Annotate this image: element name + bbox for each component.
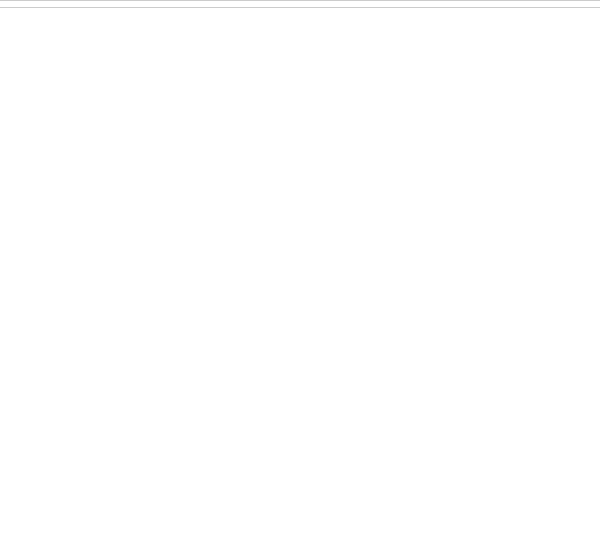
frozen-pane-separator: [0, 0, 600, 8]
